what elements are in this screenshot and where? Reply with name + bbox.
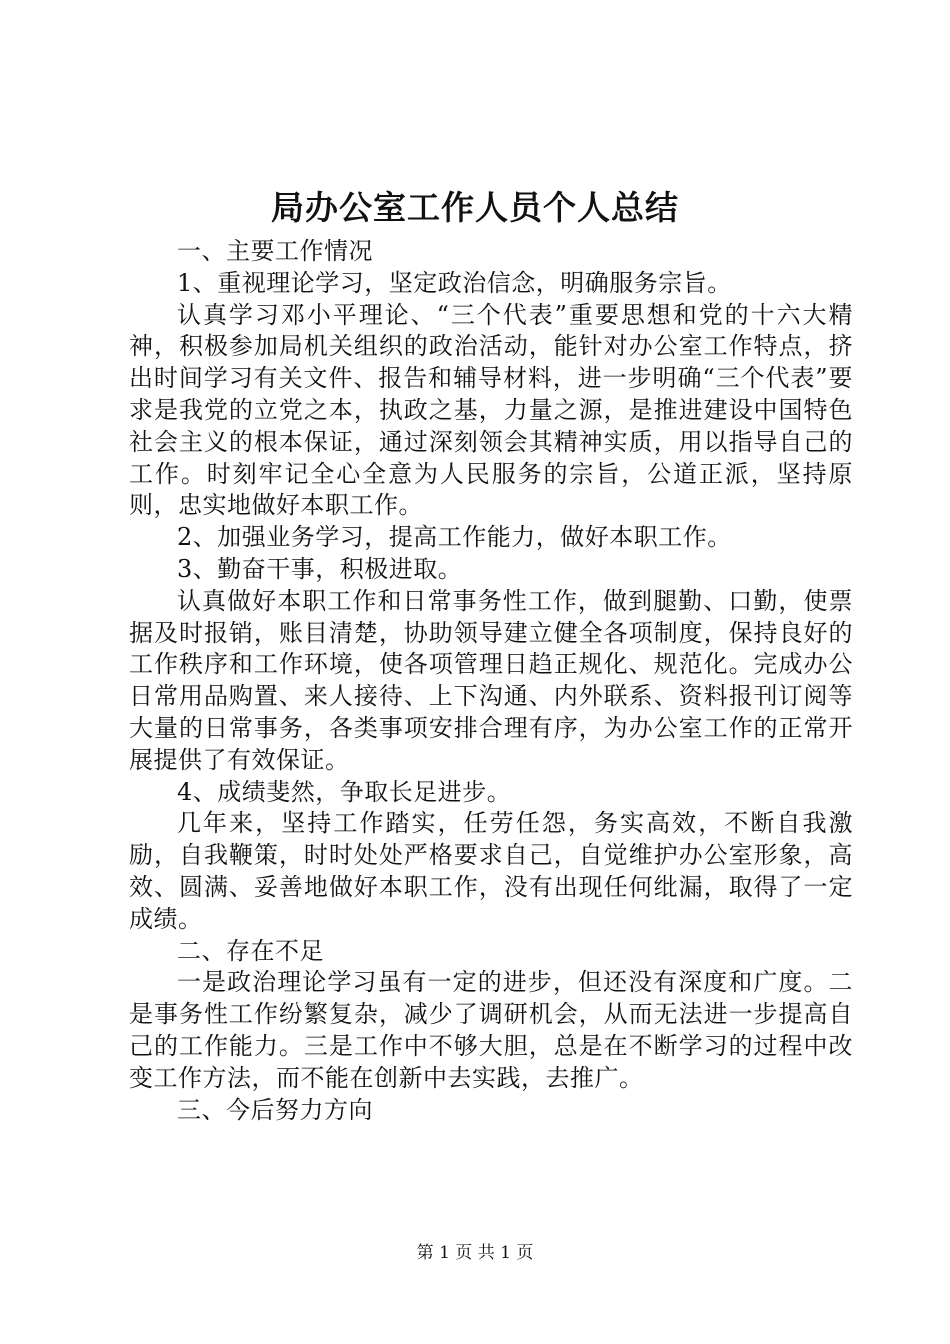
item-heading-diligence: 3、勤奋干事，积极进取。: [177, 554, 463, 583]
document-title: 局办公室工作人员个人总结: [271, 188, 679, 227]
item-heading-achievements: 4、成绩斐然，争取长足进步。: [177, 777, 512, 806]
section-heading-main-work: 一、主要工作情况: [177, 237, 373, 265]
item-heading-theory-study: 1、重视理论学习，坚定政治信念，明确服务宗旨。: [177, 268, 732, 297]
paragraph-achievements: 几年来，坚持工作踏实，任劳任怨，务实高效，不断自我激励，自我鞭策，时时处处严格要求自己，自觉维护办公室形象，高效、圆满、妥善地做好本职工作，没有出现任何纰漏，取得了一定成绩。: [129, 809, 853, 933]
section-heading-future-direction: 三、今后努力方向: [177, 1095, 373, 1124]
item-heading-business-study: 2、加强业务学习，提高工作能力，做好本职工作。: [177, 523, 732, 552]
paragraph-shortcomings: 一是政治理论学习虽有一定的进步，但还没有深度和广度。二是事务性工作纷繁复杂，减少了调研机会，从而无法进一步提高自己的工作能力。三是工作中不够大胆，总是在不断学习的过程中改变工作方法，而不能在创新中去实践，去推广。: [129, 968, 853, 1092]
page-number-footer: 第 1 页 共 1 页: [416, 1243, 534, 1263]
document-body: [129, 236, 853, 1126]
section-heading-shortcomings: 二、存在不足: [177, 936, 324, 965]
paragraph-theory-study: 认真学习邓小平理论、“三个代表”重要思想和党的十六大精神，积极参加局机关组织的政治活动，能针对办公室工作特点，挤出时间学习有关文件、报告和辅导材料，进一步明确“三个代表”要求是我党的立党之本，执政之基，力量之源，是推进建设中国特色社会主义的根本保证，通过深刻领会其精神实质，用以指导自己的工作。时刻牢记全心全意为人民服务的宗旨，公道正派，坚持原则，忠实地做好本职工作。: [129, 300, 853, 520]
paragraph-daily-work: 认真做好本职工作和日常事务性工作，做到腿勤、口勤，使票据及时报销，账目清楚，协助领导建立健全各项制度，保持良好的工作秩序和工作环境，使各项管理日趋正规化、规范化。完成办公日常用品购置、来人接待、上下沟通、内外联系、资料报刊订阅等大量的日常事务，各类事项安排合理有序，为办公室工作的正常开展提供了有效保证。: [129, 586, 853, 774]
